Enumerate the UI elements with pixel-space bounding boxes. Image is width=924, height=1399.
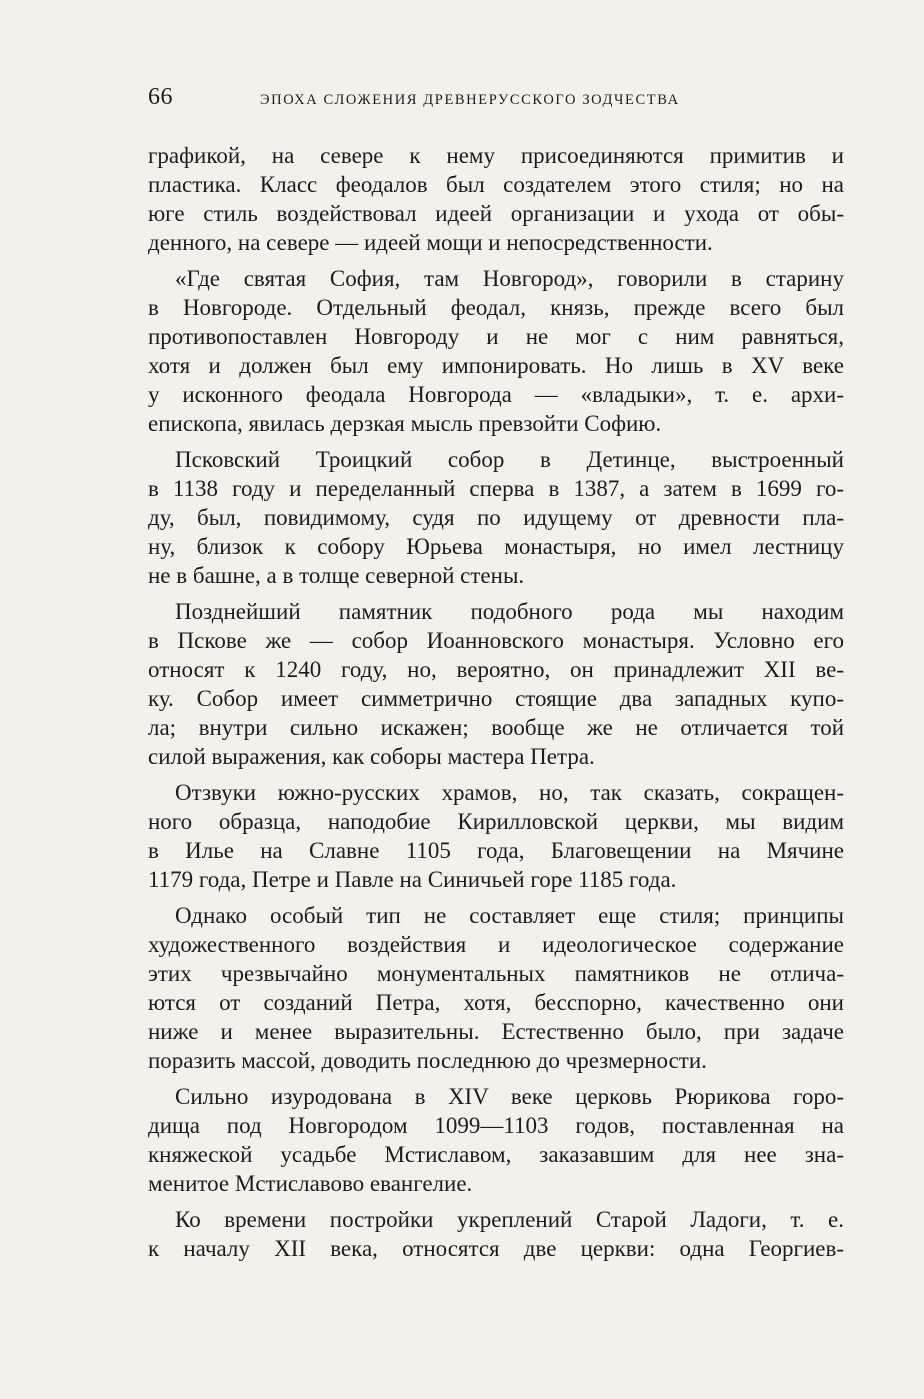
text-line: в Новгороде. Отдельный феодал, князь, прежде всего был	[148, 295, 844, 320]
paragraph	[148, 1082, 844, 1198]
text-line: ду, был, повидимому, судя по идущему от древности пла-	[148, 505, 844, 530]
text-line: силой выражения, как соборы мастера Петра.	[148, 744, 595, 769]
text-line: ются от созданий Петра, хотя, бесспорно, качественно они	[148, 990, 844, 1015]
text-line: противопоставлен Новгороду и не мог с ним равняться,	[148, 324, 844, 349]
text-line: в Пскове же — собор Иоанновского монастыря. Условно его	[148, 628, 844, 653]
text-line: к началу XII века, относятся две церкви: одна Георгиев-	[148, 1236, 844, 1261]
text-line: ниже и менее выразительны. Естественно было, при задаче	[148, 1019, 844, 1044]
text-line: денного, на севере — идеей мощи и непосредственности.	[148, 230, 713, 255]
text-line: епископа, явилась дерзкая мысль превзойти Софию.	[148, 411, 662, 436]
paragraph	[148, 1205, 844, 1263]
text-line: поразить массой, доводить последнюю до чрезмерности.	[148, 1048, 707, 1073]
paragraph	[148, 264, 844, 438]
text-line: ла; внутри сильно искажен; вообще же не отличается той	[148, 715, 844, 740]
text-line: дища под Новгородом 1099—1103 годов, поставленная на	[148, 1113, 844, 1138]
text-line: ку. Собор имеет симметрично стоящие два западных купо-	[148, 686, 844, 711]
text-line: в 1138 году и переделанный сперва в 1387, а затем в 1699 го-	[148, 476, 844, 501]
paragraph	[148, 778, 844, 894]
text-line: ного образца, наподобие Кирилловской церкви, мы видим	[148, 809, 844, 834]
text-line: княжеской усадьбе Мстиславом, заказавшим для нее зна-	[148, 1142, 844, 1167]
text-line: хотя и должен был ему импонировать. Но лишь в XV веке	[148, 353, 844, 378]
text-line: «Где святая София, там Новгород», говорили в старину	[175, 266, 844, 291]
text-line: этих чрезвычайно монументальных памятников не отлича-	[148, 961, 844, 986]
running-head	[148, 84, 844, 124]
paragraph	[148, 901, 844, 1075]
text-line: графикой, на севере к нему присоединяются примитив и	[148, 143, 844, 168]
paragraph	[148, 141, 844, 257]
paragraph	[148, 597, 844, 771]
text-line: Позднейший памятник подобного рода мы находим	[175, 599, 844, 624]
text-line: в Илье на Славне 1105 года, Благовещении на Мячине	[148, 838, 844, 863]
text-line: пластика. Класс феодалов был создателем этого стиля; но на	[148, 172, 844, 197]
text-line: у исконного феодала Новгорода — «владыки», т. е. архи-	[148, 382, 844, 407]
text-line: юге стиль воздействовал идеей организации и ухода от обы-	[148, 201, 844, 226]
page-number: 66	[148, 84, 173, 110]
text-line: ну, близок к собору Юрьева монастыря, но имел лестницу	[148, 534, 844, 559]
text-line: Псковский Троицкий собор в Детинце, выстроенный	[175, 447, 844, 472]
text-line: Однако особый тип не составляет еще стиля; принципы	[175, 903, 844, 928]
paragraph	[148, 445, 844, 590]
text-line: художественного воздействия и идеологическое содержание	[148, 932, 844, 957]
text-line: не в башне, а в толще северной стены.	[148, 563, 525, 588]
body-text	[148, 141, 844, 1263]
text-line: Отзвуки южно-русских храмов, но, так сказать, сокращен-	[175, 780, 844, 805]
text-line: относят к 1240 году, но, вероятно, он принадлежит XII ве-	[148, 657, 844, 682]
text-line: 1179 года, Петре и Павле на Синичьей горе 1185 года.	[148, 867, 677, 892]
text-line: менитое Мстиславово евангелие.	[148, 1171, 473, 1196]
text-line: Ко времени постройки укреплений Старой Ладоги, т. е.	[175, 1207, 844, 1232]
running-title: ЭПОХА СЛОЖЕНИЯ ДРЕВНЕРУССКОГО ЗОДЧЕСТВА	[260, 92, 680, 108]
text-line: Сильно изуродована в XIV веке церковь Рюрикова горо-	[175, 1084, 844, 1109]
